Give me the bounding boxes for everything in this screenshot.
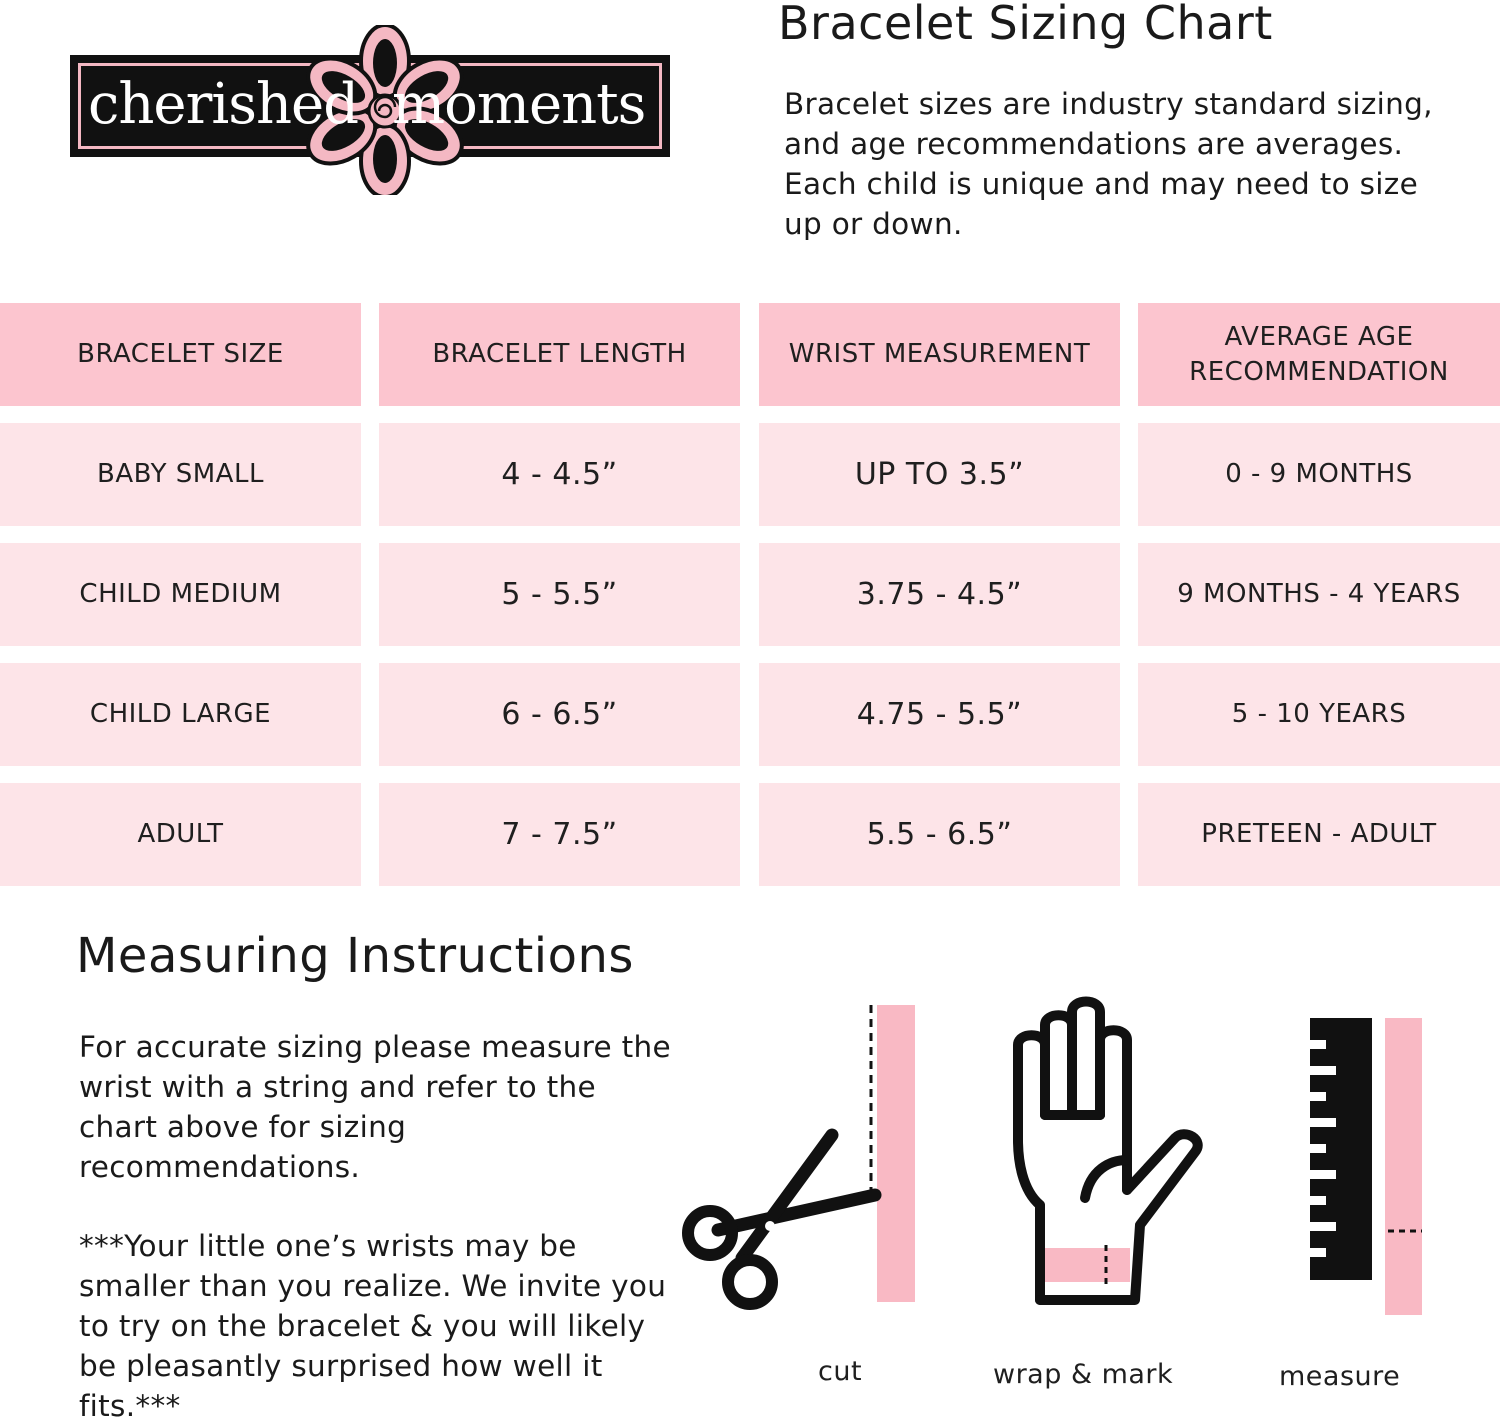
measuring-steps (670, 990, 1450, 1418)
column-header: BRACELET SIZE (0, 303, 361, 406)
table-cell: 4 - 4.5” (379, 423, 740, 526)
table-cell: 3.75 - 4.5” (759, 543, 1120, 646)
table-cell: CHILD MEDIUM (0, 543, 361, 646)
table-cell: 5 - 10 YEARS (1138, 663, 1500, 766)
table-cell: 9 MONTHS - 4 YEARS (1138, 543, 1500, 646)
table-cell: 4.75 - 5.5” (759, 663, 1120, 766)
step-label-wrap-mark: wrap & mark (993, 1359, 1174, 1390)
column-header: AVERAGE AGE RECOMMENDATION (1138, 303, 1500, 406)
intro-text: Bracelet sizes are industry standard sizing, and age recommendations are averages. Each child is unique and may need to size up or down. (784, 87, 1433, 241)
table-cell: UP TO 3.5” (759, 423, 1120, 526)
column-header: WRIST MEASUREMENT (759, 303, 1120, 406)
logo-word-2: moments (392, 72, 646, 137)
instructions-title: Measuring Instructions (76, 928, 634, 984)
scissors-icon (688, 1005, 915, 1304)
table-cell: PRETEEN - ADULT (1138, 783, 1500, 886)
table-cell: 5 - 5.5” (379, 543, 740, 646)
table-cell: 6 - 6.5” (379, 663, 740, 766)
table-cell: 5.5 - 6.5” (759, 783, 1120, 886)
table-cell: 7 - 7.5” (379, 783, 740, 886)
table-cell: CHILD LARGE (0, 663, 361, 766)
logo-text (88, 72, 646, 137)
steps-illustration (670, 990, 1450, 1418)
brand-logo (70, 25, 675, 195)
table-row (0, 783, 1500, 886)
instructions-paragraph-1: For accurate sizing please measure the wrist with a string and refer to the chart above for sizing recommendations. (79, 1030, 671, 1184)
logo-word-1: cherished (88, 72, 359, 137)
table-row (0, 543, 1500, 646)
table-row (0, 663, 1500, 766)
table-row (0, 423, 1500, 526)
table-cell: BABY SMALL (0, 423, 361, 526)
column-header: BRACELET LENGTH (379, 303, 740, 406)
instructions-paragraph-2: ***Your little one’s wrists may be smaller than you realize. We invite you to try on the bracelet & you will likely be pleasantly surprised how well it fits.*** (79, 1229, 667, 1423)
ruler-icon (1310, 1018, 1422, 1315)
step-label-cut: cut (818, 1356, 863, 1387)
page-title: Bracelet Sizing Chart (778, 0, 1273, 50)
table-header-row (0, 303, 1500, 406)
step-label-measure: measure (1279, 1361, 1401, 1392)
table-cell: ADULT (0, 783, 361, 886)
table-cell: 0 - 9 MONTHS (1138, 423, 1500, 526)
